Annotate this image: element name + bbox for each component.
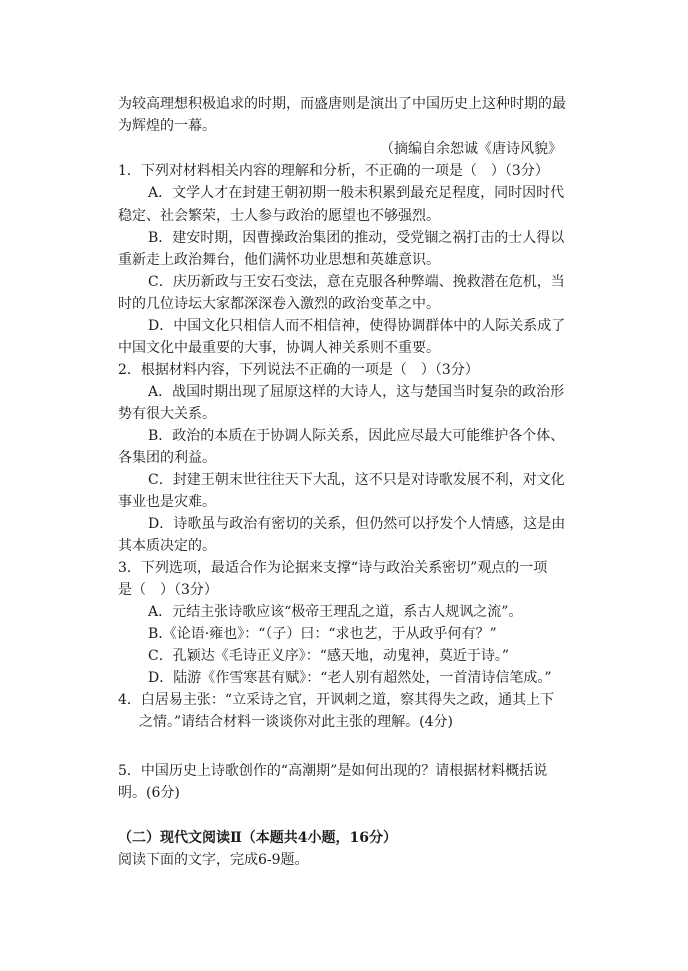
option-1a: A．文学人才在封建王朝初期一般未积累到最充足程度，同时因时代	[148, 185, 565, 201]
question-4: 4．白居易主张：“立采诗之官，开讽刺之道，察其得失之政，通其上下	[118, 692, 555, 708]
section-heading: （二）现代文阅读Ⅱ（本题共4小题，16分）	[118, 830, 398, 846]
text-line: 各集团的利益。	[118, 450, 216, 466]
text-line: 重新走上政治舞台，他们满怀功业思想和英雄意识。	[118, 252, 440, 268]
question-2: 2．根据材料内容，下列说法不正确的一项是（ ）（3分）	[118, 362, 479, 378]
option-3d: D．陆游《作雪寒甚有赋》：“老人别有超然处，一首清诗信笔成。”	[148, 670, 552, 686]
instruction: 阅读下面的文字，完成6-9题。	[118, 852, 309, 868]
question-1: 1．下列对材料相关内容的理解和分析，不正确的一项是（ ）（3分）	[118, 163, 549, 179]
text-line: 为辉煌的一幕。	[118, 118, 216, 134]
option-1b: B．建安时期，因曹操政治集团的推动，受党锢之祸打击的士人得以	[148, 230, 565, 246]
text-line: 是（ ）（3分）	[118, 582, 218, 598]
text-line: 时的几位诗坛大家都深深卷入激烈的政治变革之中。	[118, 296, 440, 312]
option-1c: C．庆历新政与王安石变法，意在克服各种弊端、挽救潜在危机，当	[148, 274, 565, 290]
option-2b: B．政治的本质在于协调人际关系，因此应尽最大可能维护各个体、	[148, 428, 565, 444]
option-3a: A．元结主张诗歌应该“极帝王理乱之道，系古人规讽之流”。	[148, 604, 523, 620]
option-2d: D．诗歌虽与政治有密切的关系，但仍然可以抒发个人情感，这是由	[148, 516, 566, 532]
text-line: 势有很大关系。	[118, 406, 216, 422]
text-line: 为较高理想积极追求的时期，而盛唐则是演出了中国历史上这种时期的最	[118, 96, 566, 112]
question-3: 3．下列选项，最适合作为论据来支撑“诗与政治关系密切”观点的一项	[118, 560, 548, 576]
option-3b: B.《论语·雍也》：“（子）曰：“求也艺，于从政乎何有？”	[148, 626, 497, 642]
text-line: 稳定、社会繁荣，士人参与政治的愿望也不够强烈。	[118, 208, 440, 224]
option-3c: C．孔颖达《毛诗正义序》：“感天地，动鬼神，莫近于诗。”	[148, 648, 510, 664]
source-citation: （摘编自余恕诚《唐诗风貌》	[380, 141, 562, 157]
option-2a: A．战国时期出现了屈原这样的大诗人，这与楚国当时复杂的政治形	[148, 384, 565, 400]
text-line: 中国文化中最重要的大事，协调人神关系则不重要。	[118, 340, 440, 356]
text-line: 其本质决定的。	[118, 538, 216, 554]
text-line: 之情。”请结合材料一谈谈你对此主张的理解。(4分)	[139, 714, 453, 730]
option-2c: C．封建王朝末世往往天下大乱，这不只是对诗歌发展不利，对文化	[148, 472, 565, 488]
text-line: 事业也是灾难。	[118, 494, 216, 510]
text-line: 明。(6分)	[118, 785, 180, 801]
question-5: 5．中国历史上诗歌创作的“高潮期”是如何出现的？请根据材料概括说	[118, 763, 548, 779]
option-1d: D．中国文化只相信人而不相信神，使得协调群体中的人际关系成了	[148, 318, 566, 334]
